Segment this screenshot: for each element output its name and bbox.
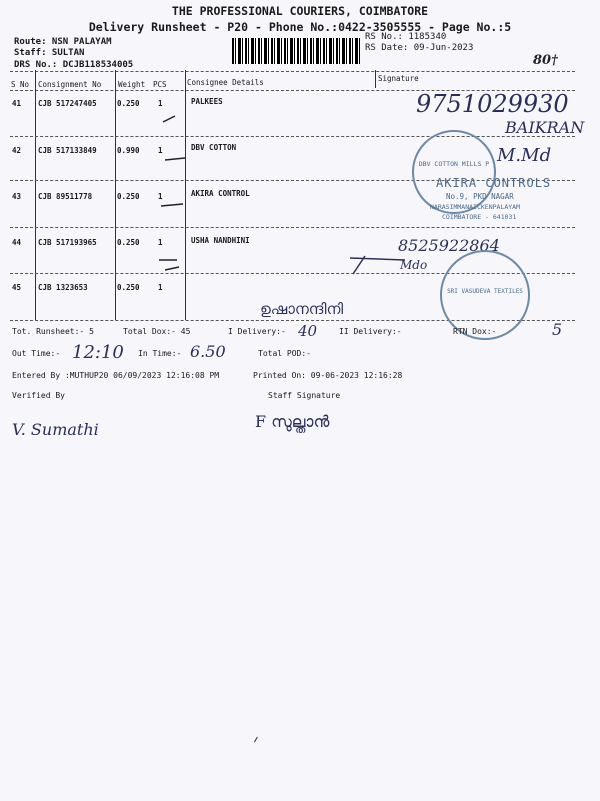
table-row-42-weight: 0.990 — [117, 146, 140, 155]
col-header-sno: S No — [11, 80, 30, 89]
table-row-44-pcs: 1 — [158, 238, 163, 247]
stamp-akira-title: AKIRA CONTROLS — [436, 176, 552, 190]
col-divider — [115, 70, 116, 320]
route-text: Route: NSN PALAYAM — [14, 37, 112, 47]
page-subtitle: Delivery Runsheet - P20 - Phone No.:0422-3505555 - Page No.:5 — [88, 20, 512, 34]
stamp-sri-vasudeva: SRI VASUDEVA TEXTILES — [440, 250, 530, 340]
table-row-44-consignee: USHA NANDHINI — [191, 236, 250, 245]
total-pod-label: Total POD:- — [258, 349, 311, 358]
verified-by-label: Verified By — [12, 391, 65, 400]
table-row-42-consignee: DBV COTTON — [191, 143, 237, 152]
stamp-akira-addr2: NARASIMMANAICKENPALAYAM — [430, 203, 521, 211]
hand-sig-4: Mdo — [400, 258, 428, 272]
total-dox: Total Dox:- 45 — [123, 327, 191, 336]
table-row-43-pcs: 1 — [158, 192, 163, 201]
staff-signature: F സുല്താൻ — [255, 412, 330, 431]
table-row-42-pcs: 1 — [158, 146, 163, 155]
col-header-consignment: Consignment No — [38, 80, 102, 89]
handwritten-note: 80† — [533, 53, 558, 68]
table-row-42-cno: CJB 517133849 — [38, 146, 97, 155]
tick-marks — [155, 100, 195, 340]
verified-signature: V. Sumathi — [12, 420, 99, 439]
stamp-akira-addr1: No.9, PKD NAGAR — [446, 192, 514, 201]
stray-mark — [254, 737, 263, 746]
table-row-44-cno: CJB 517193965 — [38, 238, 97, 247]
hand-row45-name: ഉഷാനന്ദിനി — [260, 300, 344, 318]
table-row-41-cno: CJB 517247405 — [38, 99, 97, 108]
hand-sig-2: M.Md — [497, 145, 552, 166]
rtn-dox-value: 5 — [552, 320, 563, 339]
i-delivery-value: 40 — [298, 322, 318, 340]
in-time-label: In Time:- — [138, 349, 182, 358]
hand-name-1: BAIKRAN — [505, 118, 585, 137]
hand-arrow — [345, 250, 415, 280]
stamp-akira-addr3: COIMBATORE - 641031 — [442, 213, 517, 221]
table-row-45-pcs: 1 — [158, 283, 163, 292]
staff-signature-label: Staff Signature — [268, 391, 341, 400]
table-row-45-weight: 0.250 — [117, 283, 140, 292]
row-rule — [10, 227, 575, 228]
ii-delivery-label: II Delivery:- — [339, 327, 402, 336]
table-row-41-consignee: PALKEES — [191, 97, 223, 106]
table-row-43-cno: CJB 89511778 — [38, 192, 93, 201]
table-row-45-cno: CJB 1323653 — [38, 283, 88, 292]
table-row-43-consignee: AKIRA CONTROL — [191, 189, 250, 198]
out-time-value: 12:10 — [72, 342, 124, 363]
table-row-43-weight: 0.250 — [117, 192, 140, 201]
col-header-weight: Weight — [118, 80, 146, 89]
drs-number: DRS No.: DCJB118534005 — [14, 60, 134, 70]
table-row-41-pcs: 1 — [158, 99, 163, 108]
row-rule — [10, 136, 575, 137]
col-header-pcs: PCS — [153, 80, 167, 89]
table-row-41-weight: 0.250 — [117, 99, 140, 108]
table-row-45-sno: 45 — [12, 283, 22, 292]
hand-phone-1: 9751029930 — [416, 90, 569, 118]
col-divider — [375, 70, 376, 88]
table-row-43-sno: 43 — [12, 192, 22, 201]
rs-date: RS Date: 09-Jun-2023 — [365, 43, 474, 53]
table-row-44-weight: 0.250 — [117, 238, 140, 247]
rs-number: RS No.: 1185340 — [365, 32, 447, 42]
table-top-rule — [10, 71, 575, 72]
barcode — [232, 38, 360, 64]
page-title: THE PROFESSIONAL COURIERS, COIMBATORE — [171, 4, 429, 18]
table-row-42-sno: 42 — [12, 146, 22, 155]
col-header-signature: Signature — [378, 74, 419, 83]
entered-by: Entered By :MUTHUP20 06/09/2023 12:16:08 PM — [12, 371, 220, 380]
table-row-44-sno: 44 — [12, 238, 22, 247]
staff-text: Staff: SULTAN — [14, 48, 85, 58]
table-row-41-sno: 41 — [12, 99, 22, 108]
in-time-value: 6.50 — [190, 342, 226, 361]
tot-runsheet: Tot. Runsheet:- 5 — [12, 327, 94, 336]
col-header-consignee: Consignee Details — [187, 78, 264, 87]
out-time-label: Out Time:- — [12, 349, 61, 358]
rtn-dox-label: RTN Dox:- — [453, 327, 497, 336]
stamp-dbv-cotton: DBV COTTON MILLS P — [412, 130, 496, 214]
i-delivery-label: I Delivery:- — [228, 327, 286, 336]
hand-phone-2: 8525922864 — [398, 236, 500, 255]
printed-on: Printed On: 09-06-2023 12:16:28 — [253, 371, 403, 380]
col-divider — [35, 70, 36, 320]
